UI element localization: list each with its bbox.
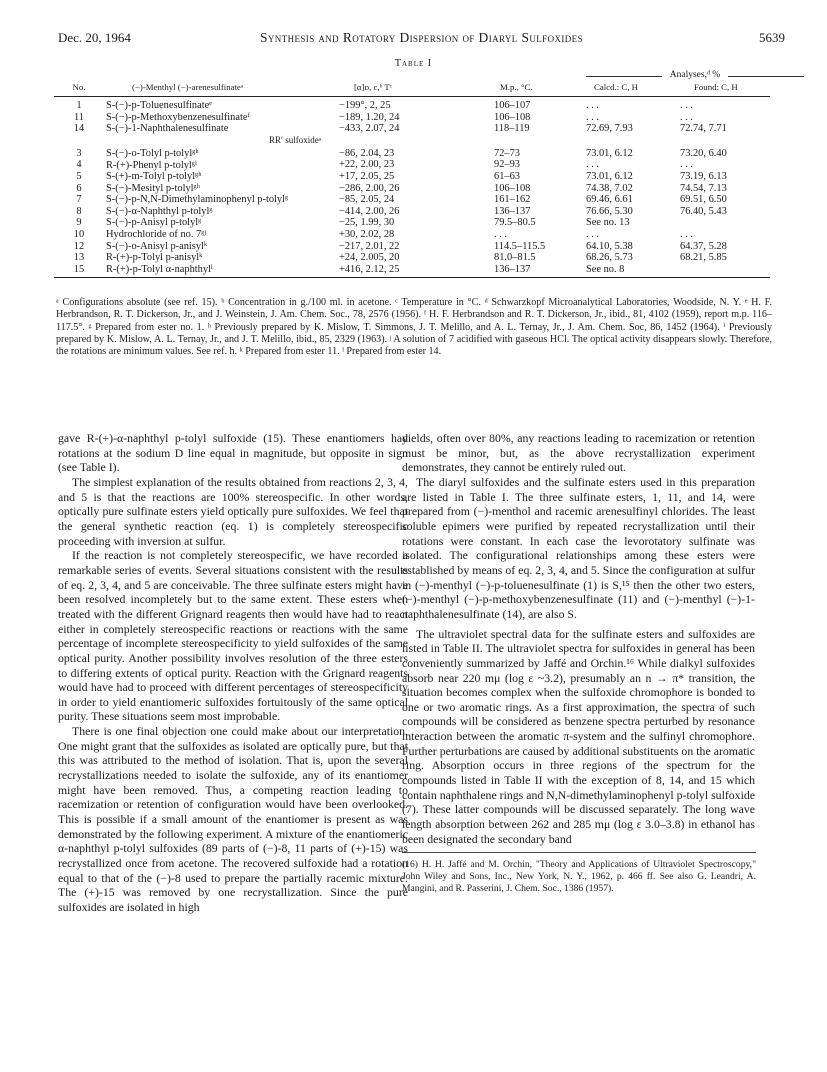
- cell-mp: 118–119: [494, 123, 530, 135]
- cell-found: . . .: [680, 100, 693, 111]
- reference-16: (16) H. H. Jaffé and M. Orchin, "Theory and Applications of Ultraviolet Spectroscopy," John Wiley and Sons, Inc., New York, N. Y., 1962, p. 466 ff. See also G. Leandri, A. Mangini, and R. Passerini, J. Chem. Soc., 1386 (1957).: [402, 852, 756, 894]
- cell-mp: 114.5–115.5: [494, 240, 546, 252]
- cell-mp: 136–137: [494, 205, 531, 217]
- table-row: [54, 241, 770, 253]
- cell-calcd: . . .: [586, 100, 599, 111]
- cell-found: 69.51, 6.50: [680, 194, 727, 206]
- paragraph: There is one final objection one could make about our interpretation. One might grant that the sulfoxides as isolated are optically pure, but that this was attributed to the method of isolation. That is, upon the several recrystallizations needed to isolate the sulfoxide, any of its enantiomer might have been removed. Thus, a competing reaction leading to racemization or retention of configuration would have been overlooked. This is possible if a small amount of the enantiomer is present as was demonstrated by the following experiment. A mixture of the enantiomeric α-naphthyl p-tolyl sulfoxides (89 parts of (−)-8, 11 parts of (+)-15) was recrystallized once from acetone. The recovered sulfoxide had a rotation equal to that of the (−)-8 used to prepare the partially racemic mixture. The (+)-15 was removed by one recrystallization. Since the pure sulfoxides are isolated in high: [58, 724, 408, 914]
- cell-compound: S-(−)-Mesityl p-tolylᵍʰ: [106, 182, 200, 194]
- col-header-no: No.: [72, 82, 86, 92]
- cell-rotation: +17, 2.05, 25: [339, 170, 395, 182]
- table-row: [54, 100, 770, 112]
- analyses-label: Analyses,ᵈ %: [667, 70, 723, 80]
- cell-compound: S-(+)-m-Tolyl p-tolylᵍʰ: [106, 170, 202, 182]
- cell-calcd: 68.26, 5.73: [586, 252, 633, 264]
- cell-no: 9: [76, 217, 82, 229]
- cell-no: 7: [76, 194, 82, 206]
- cell-mp: 106–107: [494, 100, 531, 111]
- cell-rotation: −199°, 2, 25: [339, 100, 391, 111]
- table-footnotes: ᵃ Configurations absolute (see ref. 15). ᵇ Concentration in g./100 ml. in acetone. ᶜ Temperature in °C. ᵈ Schwarzkopf Microanalytical Laboratories, Woodside, N. Y. ᵉ H. F. Herbrandson, R. T. Dickerson, Jr., and J. Weinstein, J. Am. Chem. Soc., 78, 2576 (1956). ᶠ H. F. Herbrandson and R. T. Dickerson, Jr., ibid., 81, 4102 (1959), report m.p. 116–117.5°. ᵍ Prepared from ester no. 1. ʰ Previously prepared by K. Mislow, T. Simmons, J. T. Melillo, and A. L. Ternay, Jr., J. Am. Chem. Soc, 86, 1452 (1964). ⁱ Previously prepared by K. Mislow, A. L. Ternay, Jr., and J. T. Melillo, ibid., 85, 2329 (1963). ʲ A solution of 7 acidified with gaseous HCl. The optical activity disappears slowly. Therefore, the rotations are minimum values. See ref. h. ᵏ Prepared from ester 11. ˡ Prepared from ester 14.: [56, 297, 772, 358]
- cell-found: . . .: [680, 111, 693, 123]
- cell-compound: R-(+)-Phenyl p-tolylᵍⁱ: [106, 160, 198, 172]
- col-header-calcd: Calcd.: C, H: [594, 82, 638, 92]
- cell-no: 4: [76, 159, 82, 171]
- cell-no: 3: [76, 147, 82, 159]
- cell-rotation: −25, 1.99, 30: [339, 217, 395, 229]
- cell-calcd: 69.46, 6.61: [586, 194, 633, 206]
- cell-compound: S-(−)-α-Naphthyl p-tolylᵍ: [106, 205, 213, 217]
- cell-compound: R-(+)-p-Tolyl α-naphthylˡ: [106, 263, 213, 275]
- cell-calcd: . . .: [586, 159, 599, 171]
- paragraph: The simplest explanation of the results obtained from reactions 2, 3, 4, and 5 is that the reactions are 100% stereospecific. In other words, optically pure sulfinate esters yield optically pure sulfoxides. We feel that the general synthetic reaction (eq. 1) is completely stereospecific proceeding with inversion at sulfur.: [58, 474, 408, 548]
- cell-rotation: +24, 2.005, 20: [339, 252, 400, 264]
- table-row: [54, 183, 770, 195]
- table-row: [54, 217, 770, 229]
- cell-rotation: −189, 1.20, 24: [339, 111, 400, 123]
- header-date: Dec. 20, 1964: [58, 30, 131, 45]
- analyses-group-header: [586, 70, 804, 80]
- cell-calcd: See no. 13: [586, 217, 630, 229]
- page-header: [58, 30, 785, 46]
- header-page-number: 5639: [759, 30, 785, 45]
- cell-compound: S-(−)-p-Toluenesulfinateᵉ: [106, 100, 212, 111]
- cell-no: 5: [76, 170, 82, 182]
- left-column: [58, 431, 408, 915]
- cell-mp: 92–93: [494, 159, 520, 171]
- cell-found: 74.54, 7.13: [680, 182, 727, 194]
- cell-rotation: −286, 2.00, 26: [339, 182, 400, 194]
- cell-calcd: 73.01, 6.12: [586, 147, 633, 159]
- header-running-title: Synthesis and Rotatory Dispersion of Diaryl Sulfoxides: [259, 30, 583, 45]
- cell-no: 13: [73, 252, 85, 264]
- paragraph: The ultraviolet spectral data for the sulfinate esters and sulfoxides are listed in Table II. The ultraviolet spectra for sulfoxides in general has been conveniently summarized by Jaffé and Orchin.¹⁶ While dialkyl sulfoxides absorb near 220 mμ (log ε ~3.2), presumably an n → π* transition, the situation becomes complex when the sulfoxide chromophore is bonded to one or two aromatic rings. As a first approximation, the spectra of such compounds will be considered as benzene spectra perturbed by resonance interaction between the aromatic π-system and the sulfinyl chromophore. Further perturbations are caused by additional substituents on the aromatic ring. Absorption occurs in three regions of the spectrum for the compounds listed in Table II with the exception of 8, 14, and 15 which contain naphthalene rings and N,N-dimethylaminophenyl p-tolyl sulfoxide (7). These latter compounds will be discussed separately. The long wave length absorption between 262 and 285 mμ (log ε 3.0–3.8) in ethanol has been designated the secondary band: [402, 626, 755, 846]
- cell-rotation: +30, 2.02, 28: [339, 228, 395, 240]
- cell-compound: S-(−)-o-Anisyl p-anisylᵏ: [106, 240, 208, 252]
- table-row: [54, 159, 770, 171]
- cell-rotation: −86, 2.04, 23: [339, 147, 395, 159]
- cell-mp: 81.0–81.5: [494, 252, 536, 264]
- cell-compound: R-(+)-p-Tolyl p-anisylᵏ: [106, 252, 203, 264]
- cell-calcd: See no. 8: [586, 263, 625, 275]
- cell-found: 76.40, 5.43: [680, 205, 727, 217]
- col-header-rotation: [α]ᴅ, c,ᵇ Tᶜ: [354, 82, 392, 92]
- cell-rotation: −433, 2.07, 24: [339, 123, 400, 135]
- table-header-row: [54, 82, 770, 96]
- cell-calcd: 74.38, 7.02: [586, 182, 633, 194]
- cell-calcd: 76.66, 5.30: [586, 205, 633, 217]
- cell-mp: 106–108: [494, 111, 531, 123]
- table-row: [54, 112, 770, 124]
- cell-calcd: 73.01, 6.12: [586, 170, 633, 182]
- cell-calcd: 64.10, 5.38: [586, 240, 633, 252]
- cell-no: 15: [73, 263, 85, 275]
- cell-compound: S-(−)-p-Methoxybenzenesulfinateᶠ: [106, 111, 250, 123]
- cell-found: . . .: [680, 159, 693, 171]
- cell-calcd: 72.69, 7.93: [586, 123, 633, 135]
- cell-rotation: −217, 2.01, 22: [339, 240, 400, 252]
- cell-mp: 161–162: [494, 194, 531, 206]
- cell-no: 10: [73, 228, 85, 240]
- paragraph: gave R-(+)-α-naphthyl p-tolyl sulfoxide (15). These enantiomers had rotations at the sodium D line equal in magnitude, but opposite in sign (see Table I).: [58, 431, 408, 475]
- cell-found: 64.37, 5.28: [680, 240, 727, 252]
- cell-compound: S-(−)-p-Anisyl p-tolylᵍ: [106, 217, 202, 229]
- table-row: [54, 171, 770, 183]
- cell-mp: . . .: [494, 228, 507, 240]
- table-row: [54, 148, 770, 160]
- cell-mp: 72–73: [494, 147, 520, 159]
- cell-rotation: −85, 2.05, 24: [339, 194, 395, 206]
- table-row: [54, 264, 770, 276]
- cell-found: 68.21, 5.85: [680, 252, 727, 264]
- paragraph: If the reaction is not completely stereospecific, we have recorded a remarkable series of events. Several situations consistent with the results of eq. 2, 3, 4, and 5 are conceivable. The three sulfinate esters might have been resolved incompletely but to the same extent. These esters when treated with the different Grignard reagents then would have had to react either in completely stereospecific reactions or reactions with the same percentage of incomplete stereospecificity to yield sulfoxides of the same optical purity. Another possibility involves resolution of the three esters to differing extents of optical purity. Reaction with the Grignard reagents would have had to proceed with different percentages of stereospecificity in order to yield enantiomeric sulfoxides fortuitously of the same optical purity. These situations seem most improbable.: [58, 548, 408, 724]
- table-row: [54, 194, 770, 206]
- cell-mp: 136–137: [494, 263, 531, 275]
- col-header-compound: (−)-Menthyl (−)-arenesulfinateᵃ: [132, 82, 244, 92]
- paragraph: The diaryl sulfoxides and the sulfinate esters used in this preparation are listed in Table I. The three sulfinate esters, 1, 11, and 14, were prepared from (−)-menthol and racemic arenesulfinyl chlorides. The least soluble epimers were purified by repeated recrystallization until their rotations were constant. In each case the levorotatory sulfinate was isolated. The configurational relationships among these esters were established by means of eq. 2, 3, 4, and 5. Since the configuration at sulfur in (−)-menthyl (−)-p-toluenesulfinate (1) is S,¹⁵ then the other two esters, (−)-menthyl (−)-p-methoxybenzenesulfinate (11) and (−)-menthyl (−)-1-naphthalenesulfinate (14), are also S.: [402, 474, 755, 621]
- cell-found: 72.74, 7.71: [680, 123, 727, 135]
- table-row: [54, 206, 770, 218]
- cell-compound: S-(−)-o-Tolyl p-tolylᵍʰ: [106, 147, 199, 159]
- table-caption: Table I: [394, 58, 433, 69]
- cell-compound: S-(−)-1-Naphthalenesulfinate: [106, 123, 229, 135]
- table-bottom-rule: [54, 277, 770, 278]
- cell-rotation: +22, 2.00, 23: [339, 159, 395, 171]
- table-header-rule: [54, 96, 770, 97]
- cell-mp: 106–108: [494, 182, 531, 194]
- cell-no: 14: [73, 123, 85, 135]
- col-header-found: Found: C, H: [694, 82, 738, 92]
- table-rows-sulfoxides: [54, 148, 770, 276]
- cell-rotation: +416, 2.12, 25: [339, 263, 400, 275]
- cell-mp: 61–63: [494, 170, 520, 182]
- cell-found: 73.20, 6.40: [680, 147, 727, 159]
- cell-rotation: −414, 2.00, 26: [339, 205, 400, 217]
- cell-compound: S-(−)-p-N,N-Dimethylaminophenyl p-tolylᵍ: [106, 194, 289, 206]
- cell-no: 6: [76, 182, 82, 194]
- paragraph: yields, often over 80%, any reactions leading to racemization or retention must be minor, but, as the above recrystallization experiment demonstrates, they cannot be entirely ruled out.: [402, 431, 755, 475]
- cell-mp: 79.5–80.5: [494, 217, 536, 229]
- cell-no: 8: [76, 205, 82, 217]
- cell-found: . . .: [680, 228, 693, 240]
- table-1: [54, 72, 770, 278]
- cell-calcd: . . .: [586, 228, 599, 240]
- col-header-mp: M.p., °C.: [500, 82, 533, 92]
- table-row: [54, 229, 770, 241]
- table-row: [54, 252, 770, 264]
- cell-calcd: . . .: [586, 111, 599, 123]
- table-rows-esters: [54, 100, 770, 135]
- cell-compound: Hydrochloride of no. 7ᵍʲ: [106, 228, 206, 240]
- cell-no: 11: [73, 111, 84, 123]
- table-row: [54, 123, 770, 135]
- cell-no: 12: [73, 240, 85, 252]
- cell-found: 73.19, 6.13: [680, 170, 727, 182]
- table-subheader: RR′ sulfoxideᵃ: [269, 134, 322, 145]
- cell-no: 1: [76, 100, 82, 111]
- right-column: [402, 431, 755, 894]
